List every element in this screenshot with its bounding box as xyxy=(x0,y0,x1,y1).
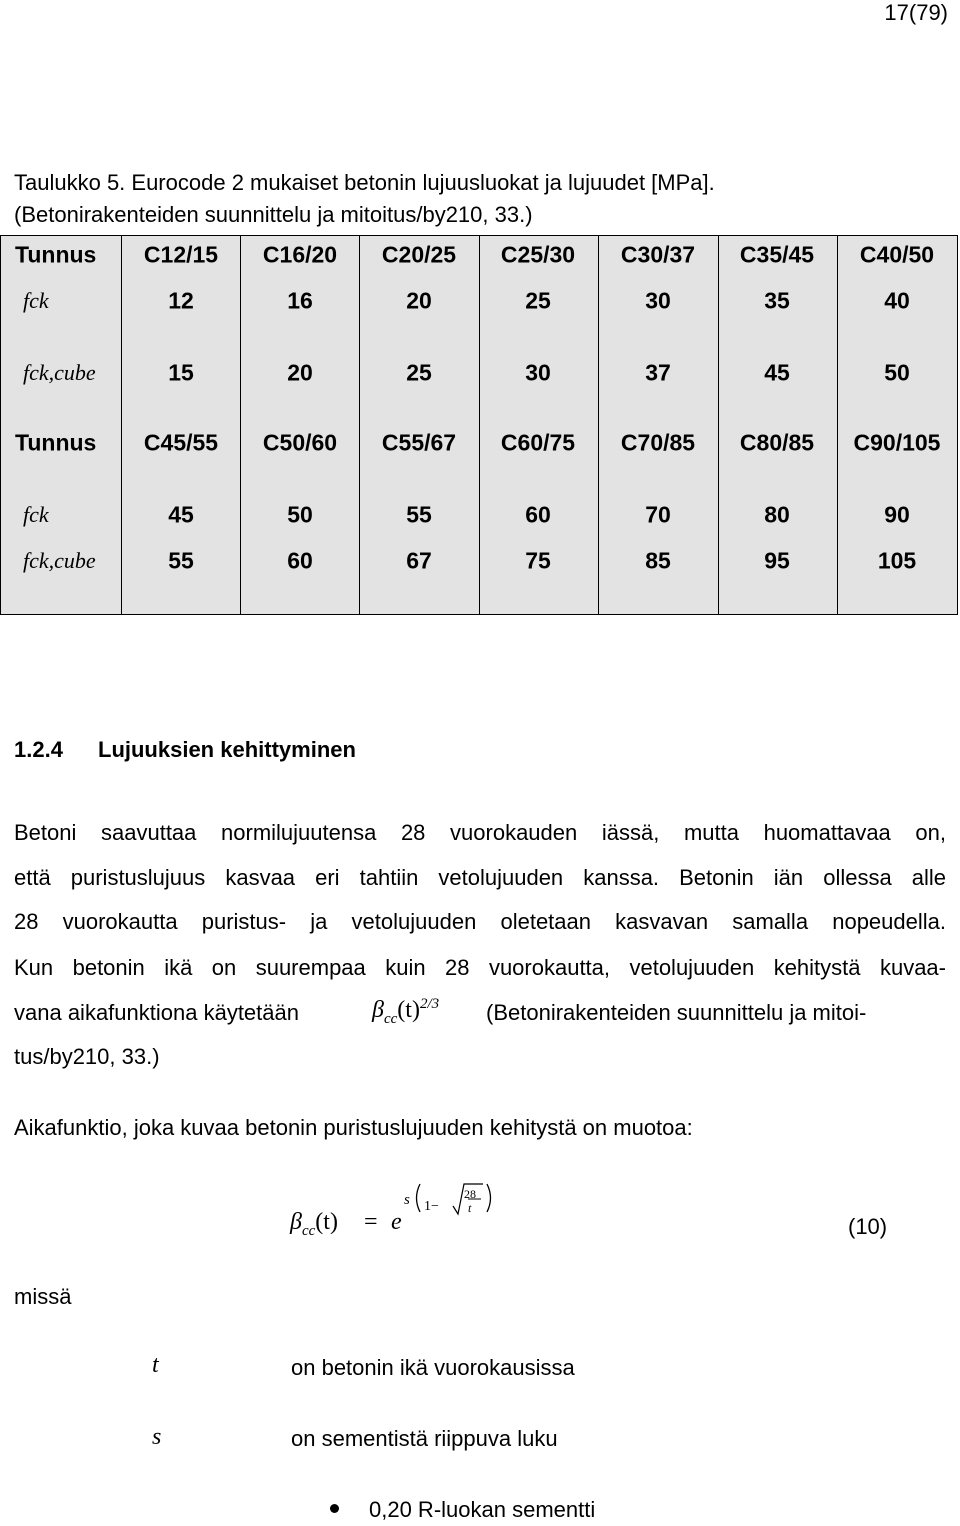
table-cell: 37 xyxy=(645,359,671,386)
row-label-tunnus: Tunnus xyxy=(15,241,97,268)
table-cell: 12 xyxy=(168,287,194,314)
table-cell: 50 xyxy=(287,501,313,528)
where-label: missä xyxy=(14,1284,72,1309)
equation-equals: = xyxy=(364,1209,378,1235)
row-label-fck: fck xyxy=(23,502,49,527)
table-cell: C60/75 xyxy=(500,429,576,456)
row-label-fck-cube: fck,cube xyxy=(23,360,96,385)
table-cell: 85 xyxy=(645,547,671,574)
right-paren xyxy=(487,1184,491,1212)
page-number: 17(79) xyxy=(884,0,948,25)
exponent-one-minus: 1− xyxy=(424,1199,439,1214)
exponent-numerator: 28 xyxy=(464,1187,476,1201)
bullet-dot xyxy=(330,1504,339,1513)
paragraph-line: vana aikafunktiona käytetään xyxy=(14,1000,299,1025)
table-cell: 75 xyxy=(525,547,551,574)
paragraph-line: Betoni saavuttaa normilujuutensa 28 vuorokauden iässä, mutta huomattavaa on, xyxy=(14,820,946,845)
equation-beta: β xyxy=(290,1209,302,1235)
table-cell: C55/67 xyxy=(381,429,457,456)
table-cell: 20 xyxy=(287,359,313,386)
formula-subscript: cc xyxy=(383,1010,398,1027)
paragraph-line: 28 vuorokautta puristus- ja vetolujuuden oletetaan kasvavan samalla nopeudella. xyxy=(14,909,946,934)
table-cell: 20 xyxy=(406,287,432,314)
table-cell: 40 xyxy=(884,287,910,314)
table-cell: 55 xyxy=(406,501,432,528)
column-divider xyxy=(718,236,719,614)
table-cell: 25 xyxy=(406,359,432,386)
row-label-tunnus: Tunnus xyxy=(15,429,97,456)
table-cell: C16/20 xyxy=(262,241,338,268)
table-cell: 55 xyxy=(168,547,194,574)
row-label-fck-cube: fck,cube xyxy=(23,548,96,573)
table-cell: 95 xyxy=(764,547,790,574)
table-cell: 30 xyxy=(645,287,671,314)
table-cell: 90 xyxy=(884,501,910,528)
bullet-item: 0,20 R-luokan sementti xyxy=(369,1497,596,1522)
section-heading xyxy=(14,737,356,763)
paragraph-line: (Betonirakenteiden suunnittelu ja mitoi- xyxy=(486,1000,867,1025)
table-caption: Taulukko 5. Eurocode 2 mukaiset betonin lujuusluokat ja lujuudet [MPa]. xyxy=(14,170,715,195)
column-divider xyxy=(121,236,122,614)
equation-argument: (t) xyxy=(315,1209,338,1235)
equation-number: (10) xyxy=(848,1214,888,1239)
table-cell: 30 xyxy=(525,359,551,386)
equation-intro: Aikafunktio, joka kuvaa betonin puristuslujuuden kehitystä on muotoa: xyxy=(14,1115,693,1140)
table-cell: 60 xyxy=(287,547,313,574)
table-cell: C25/30 xyxy=(500,241,576,268)
row-label-fck: fck xyxy=(23,288,49,313)
table-cell: 25 xyxy=(525,287,551,314)
table-cell: C50/60 xyxy=(262,429,338,456)
table-cell: 60 xyxy=(525,501,551,528)
column-divider xyxy=(479,236,480,614)
left-paren xyxy=(417,1184,421,1212)
table-cell: C90/105 xyxy=(853,429,941,456)
column-divider xyxy=(359,236,360,614)
column-divider xyxy=(837,236,838,614)
table-cell: 105 xyxy=(877,547,917,574)
equation-subscript: cc xyxy=(301,1222,316,1239)
column-divider xyxy=(240,236,241,614)
strength-class-table xyxy=(0,235,958,615)
formula-exponent: 2/3 xyxy=(419,996,440,1012)
definition-symbol: t xyxy=(152,1352,159,1378)
table-cell: C30/37 xyxy=(620,241,696,268)
inline-formula xyxy=(372,996,439,1028)
exponent-s: s xyxy=(404,1192,410,1208)
table-caption-source: (Betonirakenteiden suunnittelu ja mitoitus/by210, 33.) xyxy=(14,202,533,227)
table-cell: C45/55 xyxy=(143,429,219,456)
formula-beta: β xyxy=(372,997,384,1023)
table-cell: C70/85 xyxy=(620,429,696,456)
definition-symbol: s xyxy=(152,1424,162,1450)
equation-lhs xyxy=(290,1209,338,1240)
table-cell: 45 xyxy=(168,501,194,528)
table-cell: C20/25 xyxy=(381,241,457,268)
equation-base-e: e xyxy=(391,1209,402,1235)
paragraph-line: että puristuslujuus kasvaa eri tahtiin vetolujuuden kanssa. Betonin iän ollessa alle xyxy=(14,865,946,890)
formula-argument: (t) xyxy=(397,997,420,1023)
section-number: 1.2.4 xyxy=(14,737,63,762)
table-cell: C80/85 xyxy=(739,429,815,456)
table-cell: 80 xyxy=(764,501,790,528)
paragraph-line: tus/by210, 33.) xyxy=(14,1044,160,1069)
table-cell: 16 xyxy=(287,287,313,314)
section-title: Lujuuksien kehittyminen xyxy=(98,737,356,762)
table-cell: C40/50 xyxy=(859,241,935,268)
column-divider xyxy=(598,236,599,614)
paragraph-line: Kun betonin ikä on suurempaa kuin 28 vuorokautta, vetolujuuden kehitystä kuvaa- xyxy=(14,955,946,980)
definition-text: on sementistä riippuva luku xyxy=(291,1426,558,1451)
definition-text: on betonin ikä vuorokausissa xyxy=(291,1355,575,1380)
table-cell: 35 xyxy=(764,287,790,314)
table-cell: C35/45 xyxy=(739,241,815,268)
exponent-denominator: t xyxy=(468,1201,472,1215)
table-cell: 45 xyxy=(764,359,790,386)
table-cell: 15 xyxy=(168,359,194,386)
table-cell: 67 xyxy=(406,547,432,574)
table-cell: 70 xyxy=(645,501,671,528)
table-cell: 50 xyxy=(884,359,910,386)
table-cell: C12/15 xyxy=(143,241,219,268)
